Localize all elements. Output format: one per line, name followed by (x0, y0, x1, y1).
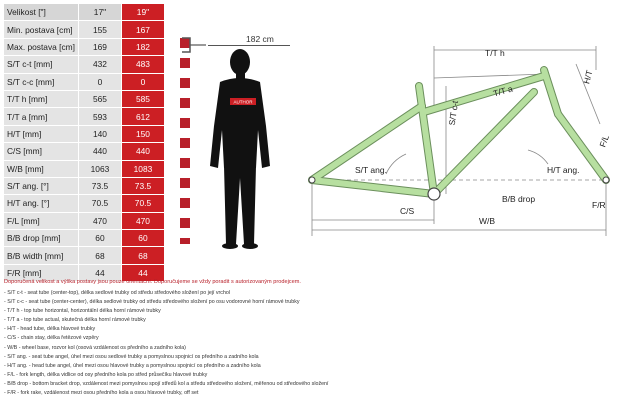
geometry-table (4, 4, 164, 282)
geometry-row (4, 247, 164, 264)
row-label: F/R [mm] (4, 264, 78, 281)
geometry-header-row (4, 4, 164, 21)
row-label: C/S [mm] (4, 143, 78, 160)
geometry-table-body (4, 4, 164, 282)
dimension-lines (312, 46, 606, 236)
size-19-value: 68 (121, 247, 164, 264)
row-label: T/T h [mm] (4, 90, 78, 107)
seat-tube (419, 86, 434, 194)
row-label: T/T a [mm] (4, 108, 78, 125)
label-st-ct: S/T c-t (446, 99, 461, 127)
row-label: F/L [mm] (4, 212, 78, 229)
size-17-value: 140 (78, 125, 121, 142)
bottom-bracket (428, 188, 440, 200)
geometry-row (4, 56, 164, 73)
label-wb: W/B (479, 216, 496, 226)
size-17-value: 593 (78, 108, 121, 125)
size-17-value: 155 (78, 21, 121, 38)
front-dropout (603, 177, 609, 183)
size-17-value: 565 (78, 90, 121, 107)
geometry-row (4, 125, 164, 142)
label-st-ang: S/T ang. (355, 165, 387, 175)
row-label: H/T [mm] (4, 125, 78, 142)
size-19-value: 585 (121, 90, 164, 107)
person-shape (210, 49, 270, 249)
note-line: - F/R - fork rake, vzdálenost mezi osou předního kola a osou hlavové trubky, off set (4, 390, 199, 397)
size-19-value: 0 (121, 73, 164, 90)
frame-geometry-diagram (296, 14, 626, 254)
label-tt-a: T/T a (492, 83, 514, 99)
size-17-value: 60 (78, 230, 121, 247)
row-label: W/B [mm] (4, 160, 78, 177)
note-line: - B/B drop - bottom bracket drop, vzdálenost mezi pomyslnou spojí středů kol a středu středového složení, měřenou od středového složení (4, 380, 329, 387)
jersey-logo (230, 98, 256, 105)
size-19-value: 470 (121, 212, 164, 229)
geometry-row (4, 73, 164, 90)
top-tube (424, 76, 544, 112)
geometry-row (4, 195, 164, 212)
row-label: H/T ang. [°] (4, 195, 78, 212)
size-17-value: 169 (78, 38, 121, 55)
size-17-value: 440 (78, 143, 121, 160)
geometry-row (4, 160, 164, 177)
size-19-value: 440 (121, 143, 164, 160)
label-tt-h: T/T h (485, 48, 505, 58)
size-19-value: 1083 (121, 160, 164, 177)
size-19-value: 612 (121, 108, 164, 125)
label-fl: F/L (597, 133, 611, 149)
geometry-row (4, 177, 164, 194)
geometry-row (4, 212, 164, 229)
head-tube (544, 70, 558, 114)
size-17-value: 470 (78, 212, 121, 229)
label-cs: C/S (400, 206, 415, 216)
size-header-label: Velikost ["] (4, 4, 78, 21)
notes-intro: Doporučená velikost a výška postavy jsou pouze orientační. Doporučujeme se vždy poradit s autorizovaným prodejcem. (4, 279, 301, 285)
size-19-value: 483 (121, 56, 164, 73)
label-fr: F/R (592, 200, 606, 210)
note-line: - S/T c-c - seat tube (center-center), délka sedlové trubky od středu středového složení po osu vodorovné horní rámové trubky (4, 299, 300, 306)
size-19-value: 44 (121, 264, 164, 281)
row-label: B/B width [mm] (4, 247, 78, 264)
label-bb-drop: B/B drop (502, 194, 536, 204)
geometry-notes (4, 279, 624, 398)
note-line: - S/T ang. - seat tube angel, úhel mezi osou sedlové trubky a pomyslnou spojnicí os předního a zadního kola (4, 353, 259, 360)
geometry-row (4, 38, 164, 55)
size-17-value: 44 (78, 264, 121, 281)
size-19-value: 150 (121, 125, 164, 142)
note-line: - H/T ang. - head tube angel, úhel mezi osou hlavové trubky a pomyslnou spojnicí os předního a zadního kola (4, 362, 261, 369)
rear-dropout (309, 177, 315, 183)
note-line: - S/T c-t - seat tube (center-top), délka sedlové trubky od středu středového složení po její vrchol (4, 290, 231, 296)
size-19-value: 167 (121, 21, 164, 38)
row-label: S/T ang. [°] (4, 177, 78, 194)
row-label: S/T c-c [mm] (4, 73, 78, 90)
note-line: - T/T a - top tube actual, skutečná délka horní rámové trubky (4, 317, 146, 324)
size-17-value: 0 (78, 73, 121, 90)
row-label: Max. postava [cm] (4, 38, 78, 55)
note-line: - H/T - head tube, délka hlavové trubky (4, 326, 96, 333)
size-19-value: 70.5 (121, 195, 164, 212)
bike-frame (312, 70, 606, 194)
note-line: - C/S - chain stay, délka řetězové vzpěry (4, 335, 99, 342)
row-label: Min. postava [cm] (4, 21, 78, 38)
geometry-row (4, 90, 164, 107)
height-label: 182 cm (246, 34, 274, 44)
geometry-row (4, 143, 164, 160)
size-17-value: 70.5 (78, 195, 121, 212)
label-ht: H/T (581, 69, 595, 85)
size-19-header: 19" (121, 4, 164, 21)
size-17-value: 1063 (78, 160, 121, 177)
note-line: - W/B - wheel base, rozvor kol (osová vzdálenost os předního a zadního kola) (4, 344, 186, 351)
note-line: - F/L - fork length, délka vidlice od osy předního kola po střed průsečíku hlavové trubky (4, 371, 208, 378)
size-19-value: 60 (121, 230, 164, 247)
geometry-row (4, 230, 164, 247)
head-bracket (182, 38, 190, 52)
geometry-row (4, 108, 164, 125)
size-17-value: 432 (78, 56, 121, 73)
size-19-value: 73.5 (121, 177, 164, 194)
size-17-header: 17" (78, 4, 121, 21)
notes-list (4, 289, 624, 398)
rider-silhouette (176, 18, 286, 250)
label-ht-ang: H/T ang. (547, 165, 580, 175)
size-19-value: 182 (121, 38, 164, 55)
row-label: S/T c-t [mm] (4, 56, 78, 73)
size-17-value: 73.5 (78, 177, 121, 194)
row-label: B/B drop [mm] (4, 230, 78, 247)
chain-stay (312, 180, 434, 194)
geometry-row (4, 21, 164, 38)
logo-text: AUTHOR (233, 99, 253, 105)
note-line: - T/T h - top tube horizontal, horizontální délka horní rámové trubky (4, 308, 161, 315)
size-17-value: 68 (78, 247, 121, 264)
